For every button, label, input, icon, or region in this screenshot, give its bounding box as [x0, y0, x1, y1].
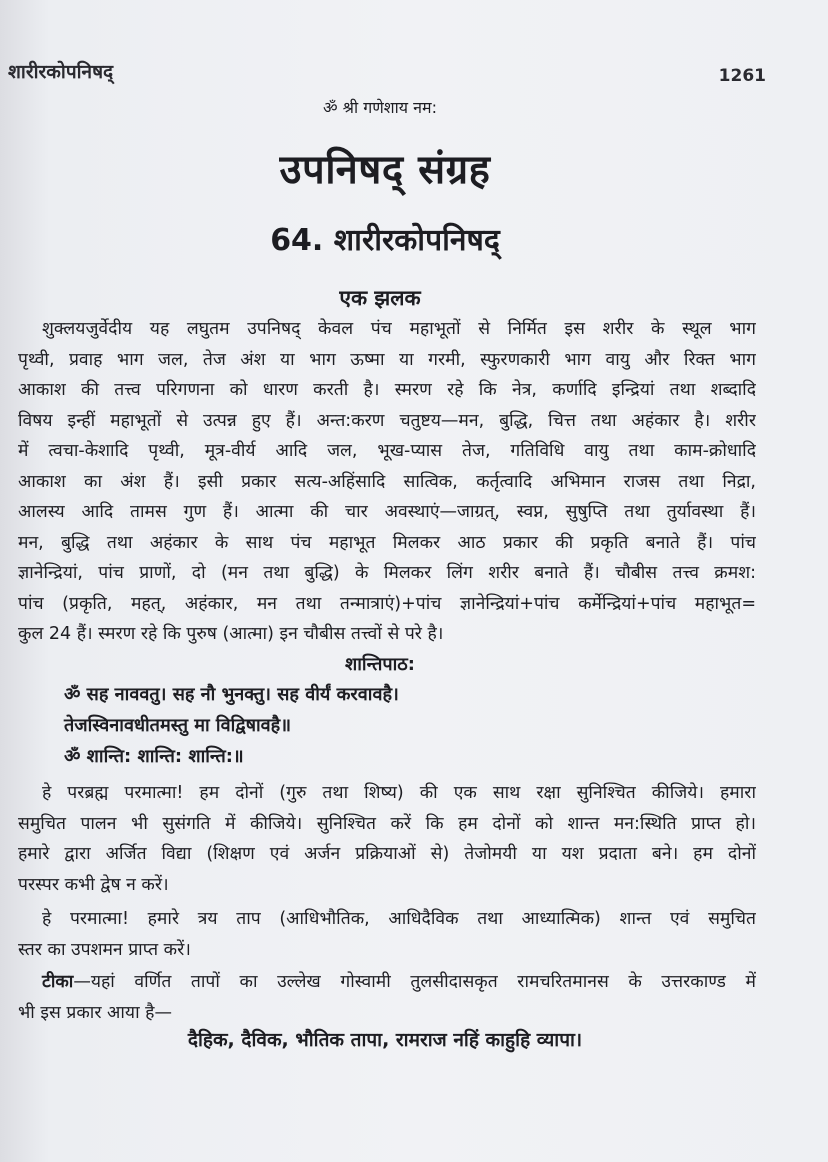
shanti-path-heading: शान्तिपाठ:: [345, 654, 415, 675]
mantra-line: तेजस्विनावधीतमस्तु मा विद्विषावहै॥: [64, 715, 292, 736]
intro-line: पांच (प्रकृति, महत्, अहंकार, मन तथा तन्मात्राएं)+पांच ज्ञानेन्द्रियां+पांच कर्मेन्द्रियां+पांच महाभूत=: [18, 593, 756, 614]
intro-line: कुल 24 हैं। स्मरण रहे कि पुरुष (आत्मा) इन चौबीस तत्त्वों से परे है।: [18, 624, 444, 644]
translation-paragraph: [18, 778, 756, 900]
intro-line: आकाश का अंश हैं। इसी प्रकार सत्य-अहिंसादि सात्विक, कर्तृत्वादि अभिमान राजस तथा निद्रा,: [18, 471, 756, 492]
paragraph-line: परस्पर कभी द्वेष न करें।: [18, 874, 169, 895]
intro-line: शुक्लयजुर्वेदीय यह लघुतम उपनिषद् केवल पंच महाभूतों से निर्मित इस शरीर के स्थूल भाग: [42, 319, 756, 339]
section-heading: एक झलक: [339, 286, 421, 310]
page-number: 1261: [718, 66, 766, 86]
paragraph-line: स्तर का उपशमन प्राप्त करें।: [18, 939, 191, 960]
intro-line: में त्वचा-केशादि पृथ्वी, मूत्र-वीर्य आदि जल, भूख-प्यास तेज, गतिविधि वायु तथा काम-क्रोधादि: [18, 441, 756, 461]
paragraph-line: समुचित पालन भी सुसंगति में कीजिये। सुनिश्चित करें कि हम दोनों को शान्त मन:स्थिति प्राप्त हो।: [18, 813, 756, 834]
intro-paragraph: [18, 314, 756, 650]
intro-line: आलस्य आदि तामस गुण हैं। आत्मा की चार अवस्थाएं—जाग्रत्, स्वप्न, सुषुप्ति तथा तुर्यावस्था हैं।: [18, 502, 756, 522]
tika-text: —यहां वर्णित तापों का उल्लेख गोस्वामी तुलसीदासकृत रामचरितमानस के उत्तरकाण्ड में: [73, 972, 756, 992]
main-title: उपनिषद् संग्रह: [279, 147, 491, 193]
mantra-line: ॐ सह नाववतु। सह नौ भुनक्तु। सह वीर्यं करवावहै।: [64, 684, 399, 705]
paragraph-line: हमारे द्वारा अर्जित विद्या (शिक्षण एवं अर्जन प्रक्रियाओं से) तेजोमयी या यश प्रदाता बने। हम दोनों: [18, 844, 756, 864]
tika-label: टीका: [42, 972, 74, 992]
intro-line: मन, बुद्धि तथा अहंकार के साथ पंच महाभूत मिलकर आठ प्रकार की प्रकृति बनाते हैं। पांच: [18, 532, 756, 553]
intro-line: आकाश की तत्त्व परिगणना को धारण करती है। स्मरण रहे कि नेत्र, कर्णादि इन्द्रियां तथा शब्दादि: [18, 380, 756, 400]
sub-title: 64. शारीरकोपनिषद्: [270, 223, 500, 258]
intro-line: पृथ्वी, प्रवाह भाग जल, तेज अंश या भाग ऊष्मा या गरमी, स्फुरणकारी भाग वायु और रिक्त भाग: [18, 349, 756, 370]
tika-paragraph: [18, 967, 756, 1028]
invocation: ॐ श्री गणेशाय नम:: [322, 98, 438, 117]
verse: दैहिक, दैविक, भौतिक तापा, रामराज नहिं काहुहि व्यापा।: [187, 1029, 583, 1051]
running-title: शारीरकोपनिषद्: [8, 61, 114, 83]
mantra-line: ॐ शान्ति: शान्ति: शान्ति:॥: [64, 746, 244, 767]
paragraph-line: हे परब्रह्म परमात्मा! हम दोनों (गुरु तथा शिष्य) की एक साथ रक्षा सुनिश्चित कीजिये। हमारा: [42, 783, 756, 803]
tapa-paragraph: [18, 904, 756, 965]
paragraph-line: [18, 967, 756, 998]
intro-line: विषय इन्हीं महाभूतों से उत्पन्न हुए हैं। अन्त:करण चतुष्टय—मन, बुद्धि, चित्त तथा अहंकार है। शरीर: [18, 410, 756, 431]
intro-line: ज्ञानेन्द्रियां, पांच प्राणों, दो (मन तथा बुद्धि) के मिलकर लिंग शरीर बनाते हैं। चौबीस तत्त्व क्रमश:: [18, 563, 756, 583]
paragraph-line: हे परमात्मा! हमारे त्रय ताप (आधिभौतिक, आधिदैविक तथा आध्यात्मिक) शान्त एवं समुचित: [42, 909, 756, 929]
paragraph-line: भी इस प्रकार आया है—: [18, 1002, 172, 1023]
